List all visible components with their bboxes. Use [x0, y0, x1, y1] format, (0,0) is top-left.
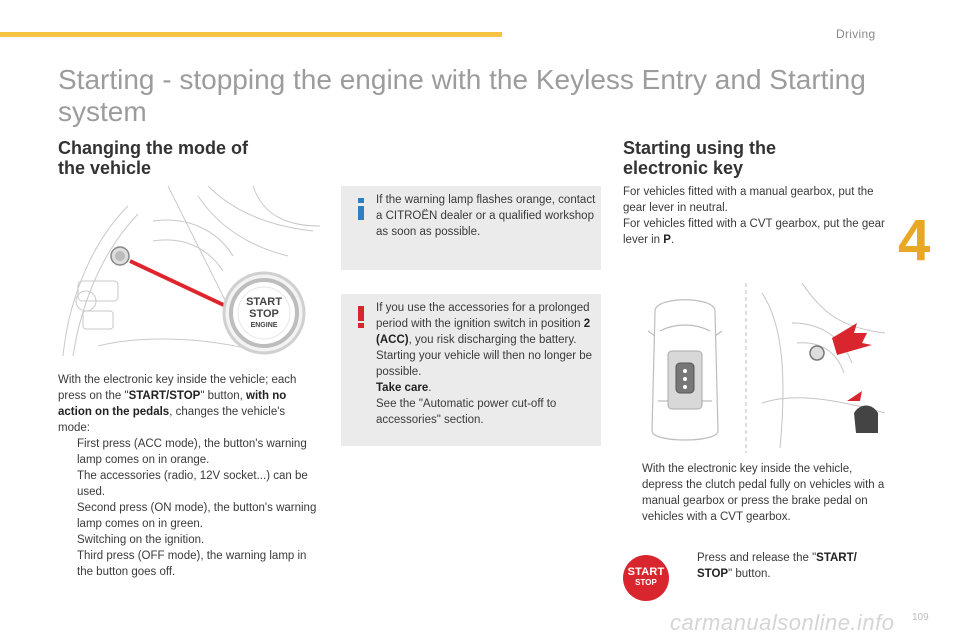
gearbox-instructions [623, 184, 885, 248]
list-item: With the electronic key inside the vehicle, depress the clutch pedal fully on vehicles with a manual gearbox or press the brake pedal on vehicles with a CVT gearbox. [642, 463, 885, 523]
cvt-gearbox-text: For vehicles fitted with a CVT gearbox, put the gear lever in P. [623, 218, 885, 246]
info-icon [353, 198, 369, 220]
list-item: Third press (OFF mode), the warning lamp in the button goes off. [77, 550, 307, 578]
manual-gearbox-text: For vehicles fitted with a manual gearbox, put the gear lever in neutral. [623, 186, 874, 214]
warning-note-box [341, 294, 601, 446]
header-accent-bar [0, 32, 502, 37]
step-press-start-stop [678, 550, 888, 582]
zoom-button-label-start: START [246, 296, 282, 308]
car-top-view-illustration [640, 291, 730, 448]
ignition-dashboard-illustration [742, 283, 885, 453]
list-item: Press and release the "START/ STOP" button. [697, 552, 857, 580]
left-heading [58, 138, 318, 178]
page-number: 109 [912, 612, 929, 623]
mode-bullet-list [58, 436, 318, 580]
left-heading-line1: Changing the mode of [58, 138, 248, 158]
section-name: Driving [836, 27, 876, 41]
mode-change-description [58, 372, 318, 580]
right-heading-line1: Starting using the [623, 138, 776, 158]
step-depress-pedal [623, 461, 885, 525]
start-stop-engine-button-zoom [224, 273, 304, 353]
info-note-text: If the warning lamp flashes orange, contact a CITROËN dealer or a qualified workshop as soon as possible. [376, 194, 596, 238]
right-heading-line2: electronic key [623, 158, 744, 178]
dashboard-illustration [58, 186, 320, 362]
left-heading-line2: the vehicle [58, 158, 152, 178]
watermark: carmanualsonline.info [670, 610, 895, 635]
chapter-number: 4 [898, 208, 931, 273]
zoom-button-label-stop: STOP [249, 308, 279, 320]
ignition-button-small [111, 247, 129, 265]
mode-intro: With the electronic key inside the vehicle; each press on the "START/STOP" button, with no action on the pedals, changes the vehicle's mode: [58, 374, 297, 434]
zoom-button-label-engine: ENGINE [250, 322, 278, 329]
info-note-box [341, 186, 601, 270]
list-item: Second press (ON mode), the button's warning lamp comes on in green. Switching on the ignition. [77, 502, 317, 546]
list-item: First press (ACC mode), the button's warning lamp comes on in orange. The accessories (radio, 12V socket...) can be used. [77, 438, 308, 498]
page-title: Starting - stopping the engine with the Keyless Entry and Starting system [58, 64, 866, 127]
exclamation-icon [353, 306, 369, 328]
right-heading [623, 138, 883, 178]
start-stop-button-icon: START STOP [623, 555, 669, 601]
warning-note-text: If you use the accessories for a prolonged period with the ignition switch in position 2 (ACC), you risk discharging the battery. Starting your vehicle will then no longer be possible. Take care. See the "Automatic power cut-off to accessories" section. [376, 302, 593, 426]
